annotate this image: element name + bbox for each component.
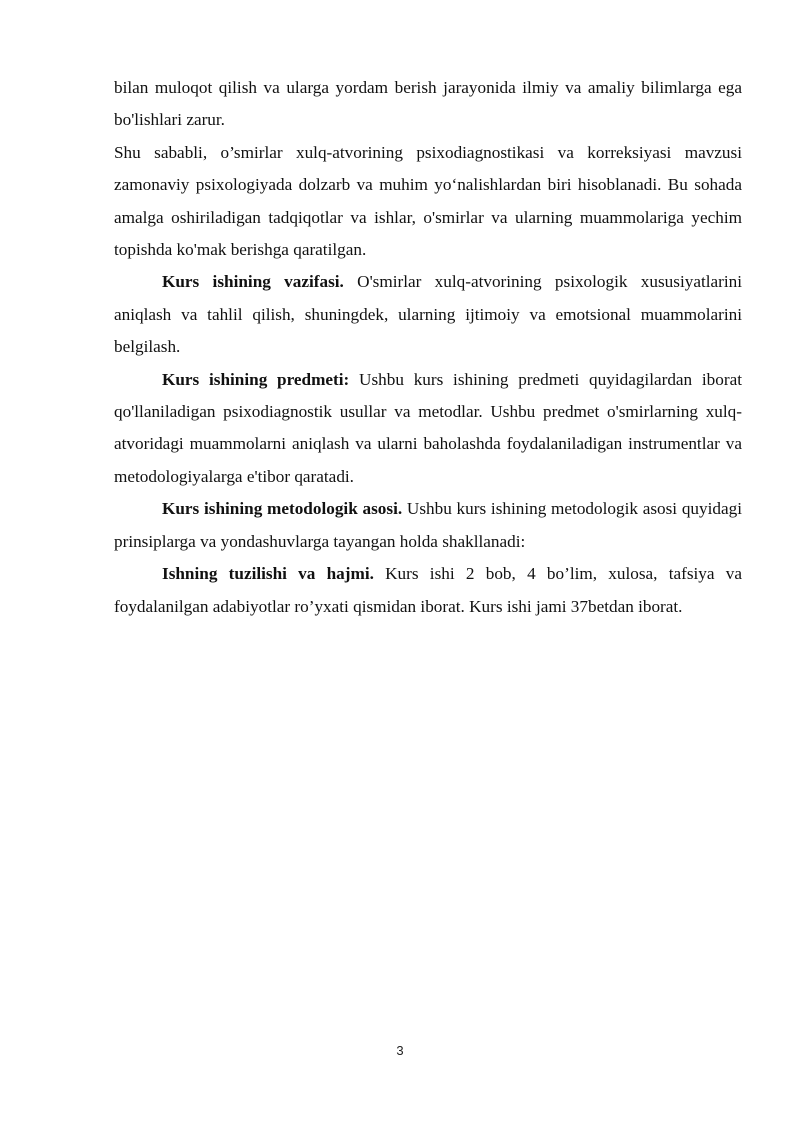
paragraph-text: Shu sababli, o’smirlar xulq-atvorining psixodiagnostikasi va korreksiyasi mavzusi zamonaviy psixologiyada dolzarb va muhim yo‘nalishlardan biri hisoblanadi. Bu sohada amalga oshiriladigan tadqiqotlar va ishlar, o'smirlar va ularning muammolariga yechim topishda ko'mak berishga qaratilgan. (114, 142, 742, 260)
paragraph-text: O'smirlar xulq-atvorining psixologik xususiyatlarini aniqlash va tahlil qilish, shuningdek, ularning ijtimoiy va emotsional muammolarini belgilash. (114, 272, 743, 357)
paragraph-structure (114, 558, 742, 623)
paragraph-heading: Kurs ishining vazifasi. (162, 272, 344, 292)
paragraph-text: Ushbu kurs ishining predmeti quyidagilardan iborat qo'llaniladigan psixodiagnostik usullar va metodlar. Ushbu predmet o'smirlarning xulq-atvoridagi muammolarni aniqlash va ularni baholashda foydalaniladigan instrumentlar va metodologiyalarga e'tibor qaratadi. (114, 369, 742, 486)
paragraph-heading: Kurs ishining metodologik asosi. (162, 499, 403, 519)
paragraph-heading: Kurs ishining predmeti: (162, 369, 350, 389)
document-body (114, 72, 742, 623)
paragraph-methodology (114, 493, 742, 558)
paragraph-intro-continuation (114, 72, 742, 137)
paragraph-text: bilan muloqot qilish va ularga yordam berish jarayonida ilmiy va amaliy bilimlarga ega bo'lishlari zarur. (114, 78, 742, 130)
paragraph-text: Kurs ishi 2 bob, 4 bo’lim, xulosa, tafsiya va foydalanilgan adabiyotlar ro’yxati qismidan iborat. Kurs ishi jami 37betdan iborat. (114, 564, 742, 616)
paragraph-heading: Ishning tuzilishi va hajmi. (162, 564, 374, 584)
paragraph-task (114, 266, 742, 363)
paragraph-text: Ushbu kurs ishining metodologik asosi quyidagi prinsiplarga va yondashuvlarga tayangan holda shakllanadi: (114, 499, 742, 551)
paragraph-relevance (114, 137, 742, 267)
page-number: 3 (396, 1043, 404, 1058)
paragraph-subject (114, 364, 742, 494)
